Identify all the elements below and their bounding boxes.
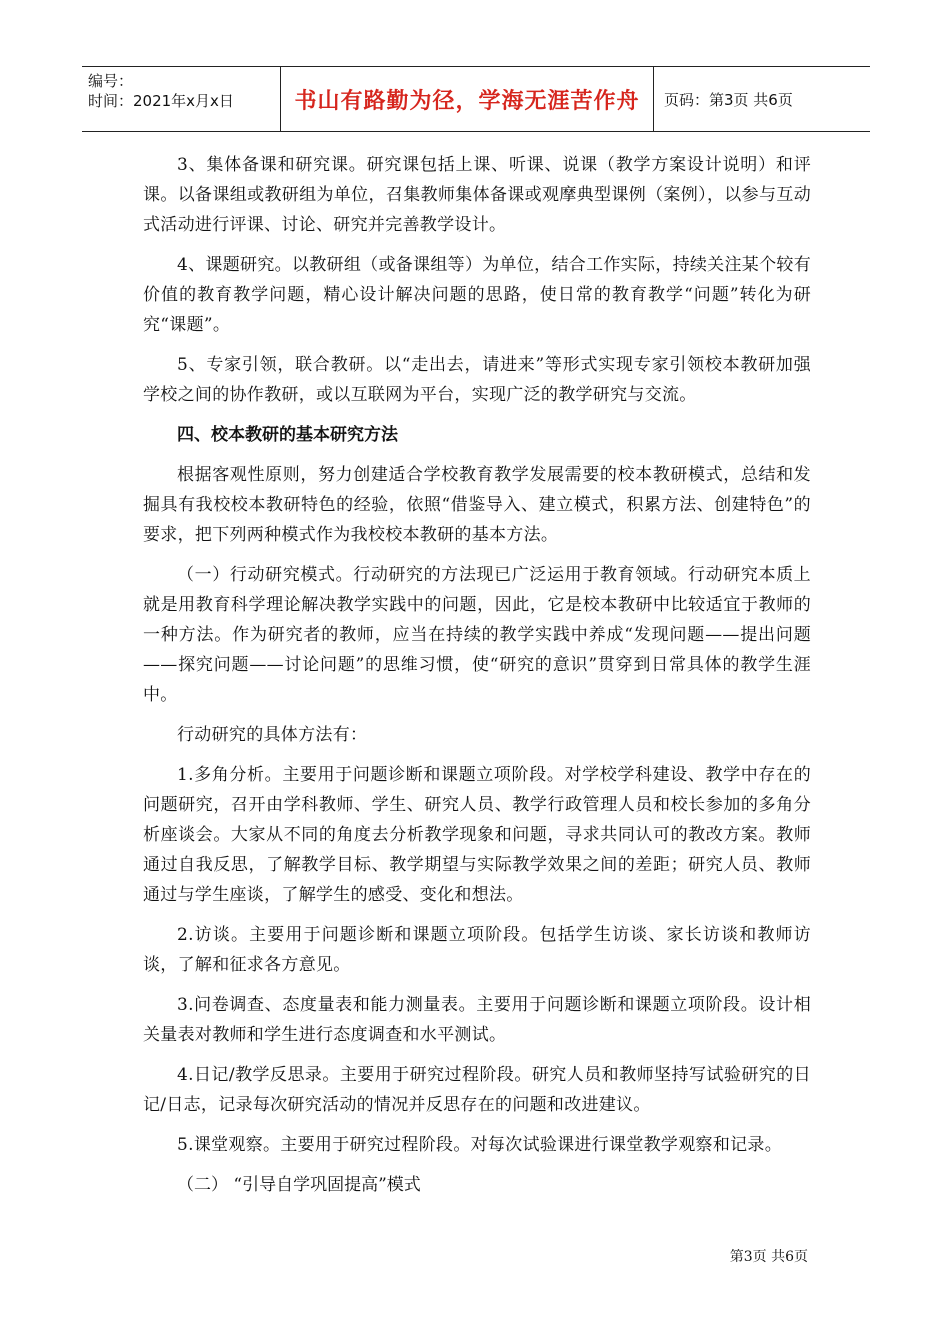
doc-number-label: 编号： bbox=[88, 72, 134, 90]
paragraph-method-1: 1.多角分析。主要用于问题诊断和课题立项阶段。对学校学科建设、教学中存在的问题研究，召开由学科教师、学生、研究人员、教学行政管理人员和校长参加的多角分析座谈会。大家从不同的角度去分析教学现象和问题，寻求共同认可的教改方案。教师通过自我反思，了解教学目标、教学期望与实际教学效果之间的差距；研究人员、教师通过与学生座谈，了解学生的感受、变化和想法。 bbox=[143, 765, 811, 905]
paragraph-method-3: 3.问卷调查、态度量表和能力测量表。主要用于问题诊断和课题立项阶段。设计相关量表对教师和学生进行态度调查和水平测试。 bbox=[143, 995, 811, 1045]
sub-heading-model-2: （二） “引导自学巩固提高”模式 bbox=[177, 1175, 421, 1195]
paragraph-topic-research: 4、课题研究。以教研组（或备课组等）为单位，结合工作实际，持续关注某个较有价值的教育教学问题，精心设计解决问题的思路，使日常的教育教学“问题”转化为研究“课题”。 bbox=[143, 255, 811, 335]
section-heading: 四、校本教研的基本研究方法 bbox=[177, 425, 398, 445]
paragraph-collective-lesson-prep: 3、集体备课和研究课。研究课包括上课、听课、说课（教学方案设计说明）和评课。以备课组或教研组为单位，召集教师集体备课或观摩典型课例（案例），以参与互动式活动进行评课、讨论、研究并完善教学设计。 bbox=[143, 155, 811, 235]
page-header bbox=[82, 66, 870, 132]
paragraph-method-4: 4.日记/教学反思录。主要用于研究过程阶段。研究人员和教师坚持写试验研究的日记/日志，记录每次研究活动的情况并反思存在的问题和改进建议。 bbox=[143, 1065, 811, 1115]
date-label: 时间：2021年x月x日 bbox=[88, 92, 234, 110]
header-page-number: 页码：第3页 共6页 bbox=[664, 90, 793, 109]
paragraph-expert-guidance: 5、专家引领，联合教研。以“走出去，请进来”等形式实现专家引领校本教研加强学校之间的协作教研，或以互联网为平台，实现广泛的教学研究与交流。 bbox=[143, 355, 811, 405]
paragraph-method-2: 2.访谈。主要用于问题诊断和课题立项阶段。包括学生访谈、家长访谈和教师访谈，了解和征求各方意见。 bbox=[143, 925, 811, 975]
paragraph-methods-intro: 行动研究的具体方法有： bbox=[177, 725, 368, 745]
paragraph-intro: 根据客观性原则，努力创建适合学校教育教学发展需要的校本教研模式，总结和发掘具有我校校本教研特色的经验，依照“借鉴导入、建立模式，积累方法、创建特色”的要求，把下列两种模式作为我校校本教研的基本方法。 bbox=[143, 465, 811, 545]
header-meta bbox=[82, 67, 280, 131]
paragraph-action-research: （一）行动研究模式。行动研究的方法现已广泛运用于教育领域。行动研究本质上就是用教育科学理论解决教学实践中的问题，因此，它是校本教研中比较适宜于教师的一种方法。作为研究者的教师，应当在持续的教学实践中养成“发现问题——提出问题——探究问题——讨论问题”的思维习惯，使“研究的意识”贯穿到日常具体的教学生涯中。 bbox=[143, 565, 811, 705]
paragraph-method-5: 5.课堂观察。主要用于研究过程阶段。对每次试验课进行课堂教学观察和记录。 bbox=[177, 1135, 783, 1155]
header-motto: 书山有路勤为径，学海无涯苦作舟 bbox=[280, 67, 654, 131]
document-body bbox=[143, 150, 811, 1200]
page-footer: 第3页 共6页 bbox=[729, 1249, 808, 1265]
